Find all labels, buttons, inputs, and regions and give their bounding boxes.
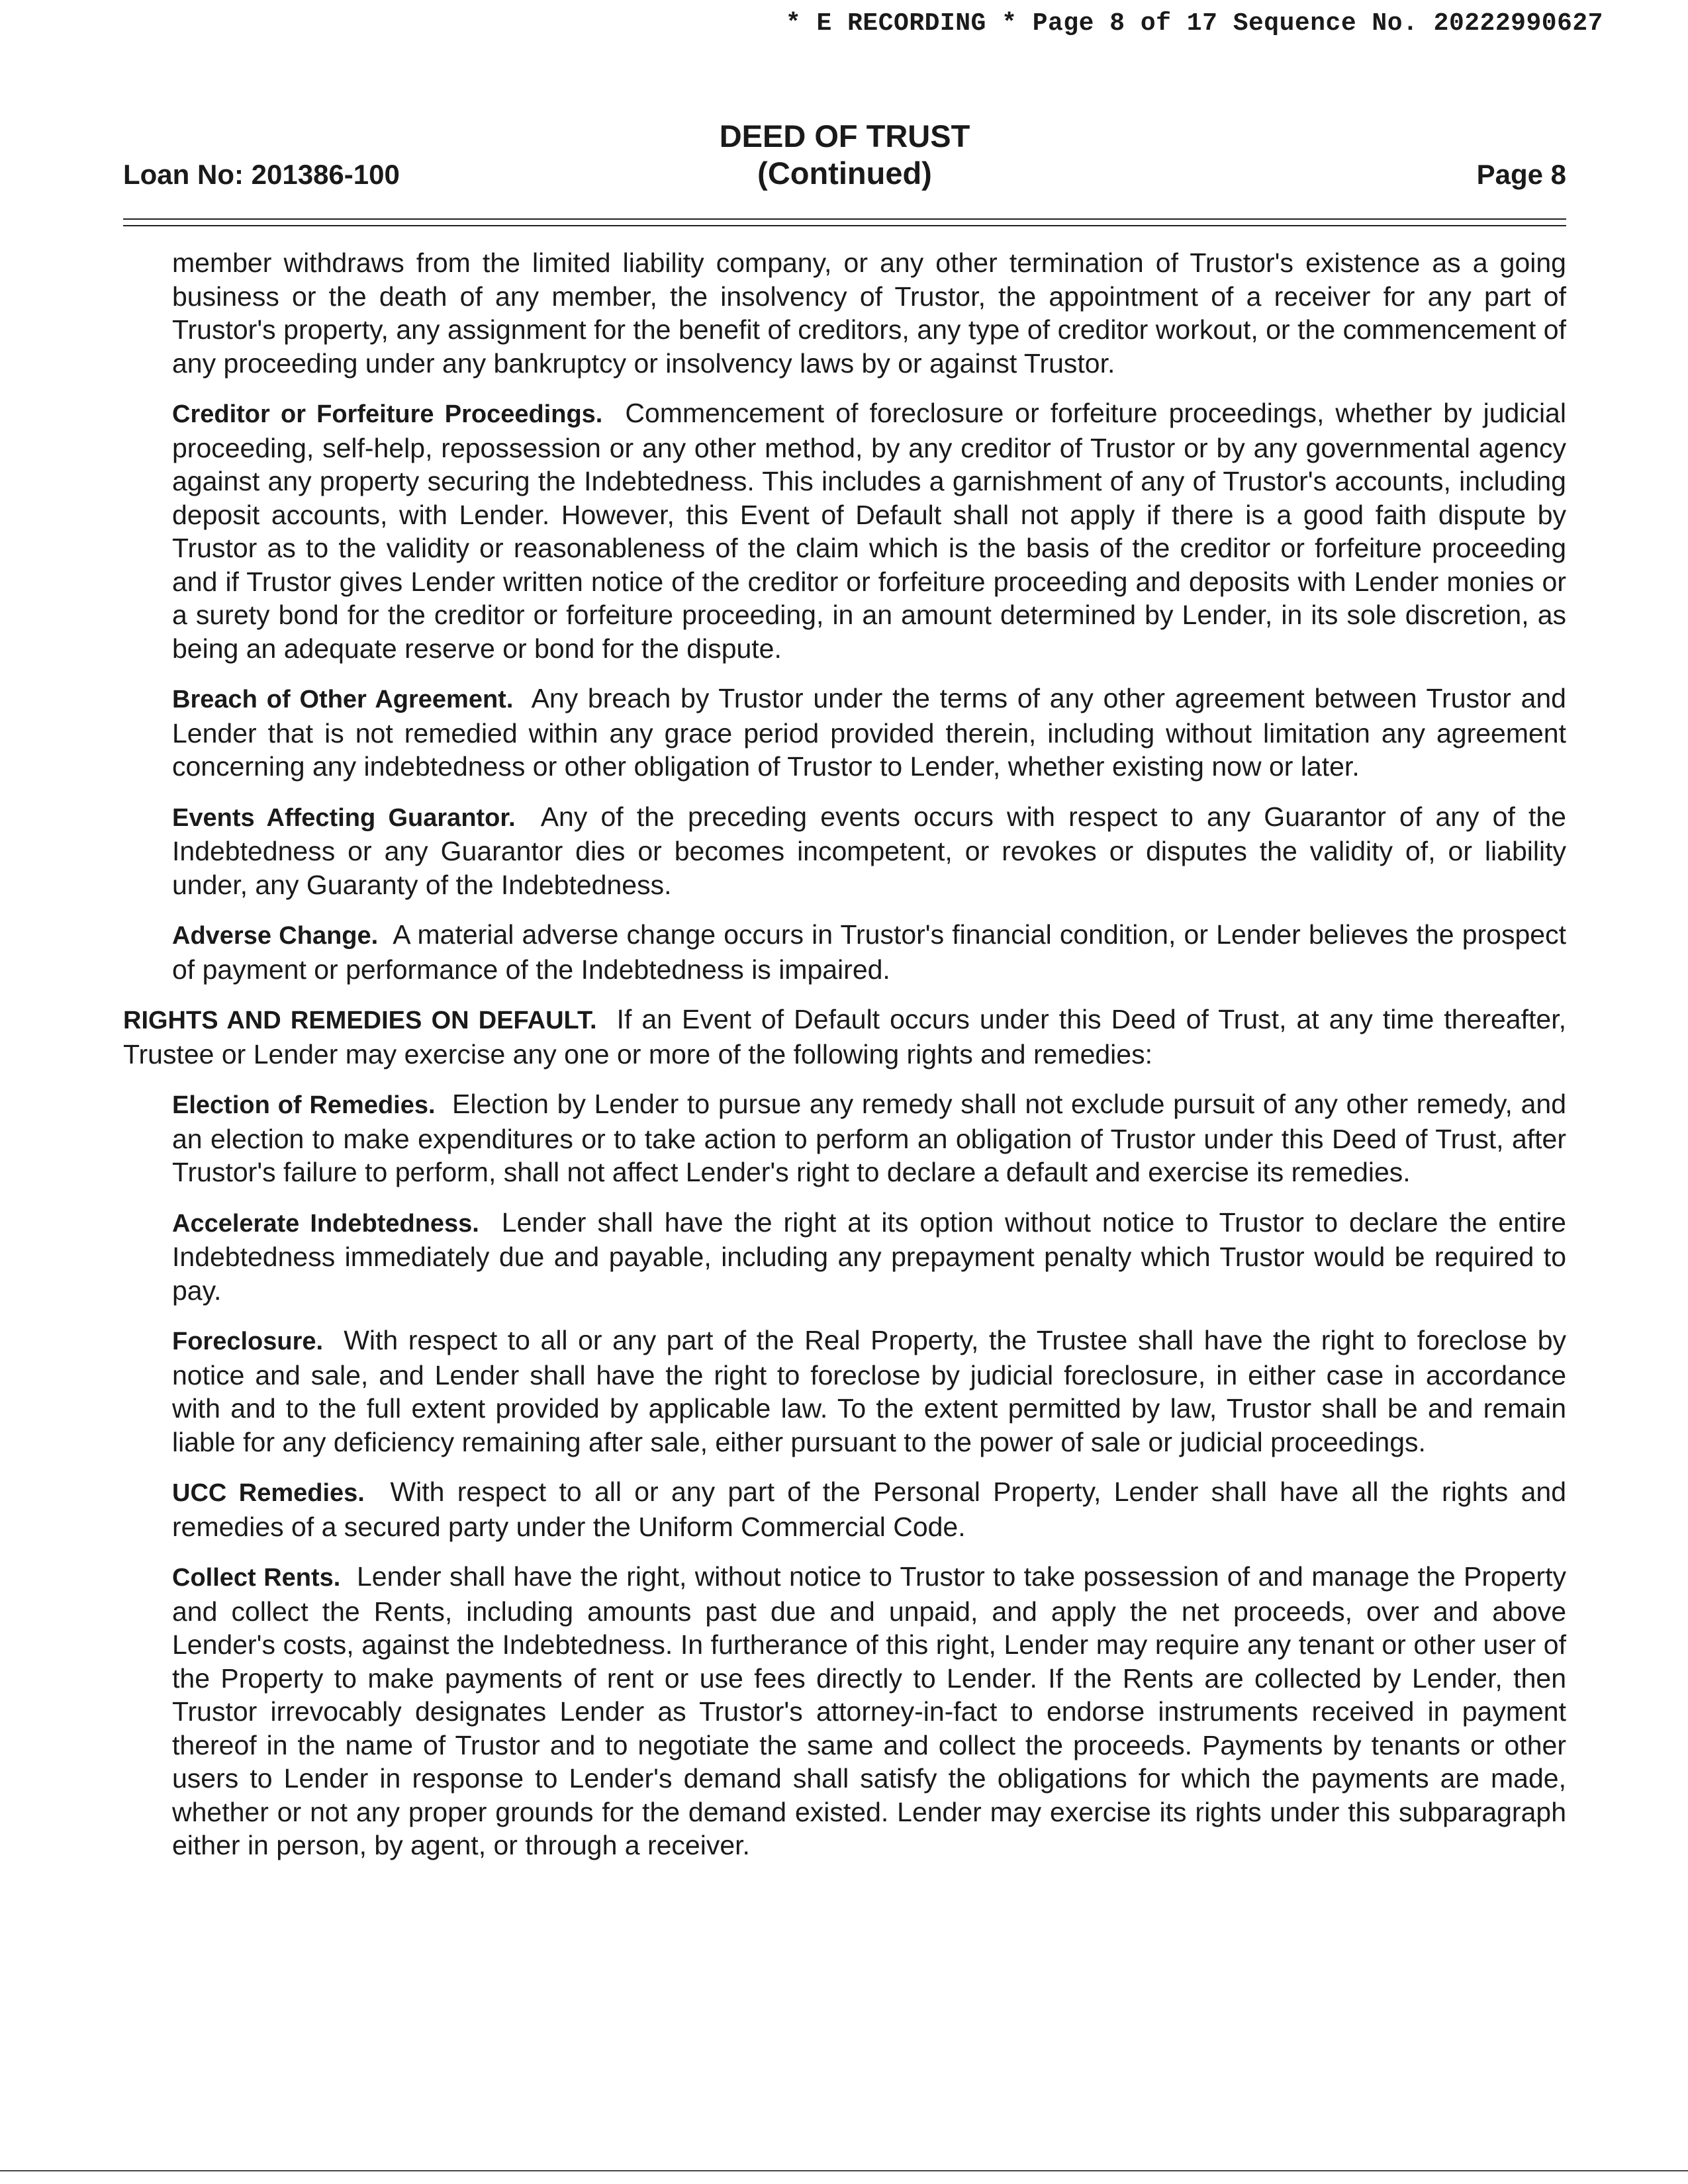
accelerate-heading: Accelerate Indebtedness. xyxy=(172,1209,479,1238)
continued-paragraph: member withdraws from the limited liability company, or any other termination of Trustor's existence as a going business or the death of any member, the insolvency of Trustor, the appointment of a receiver for any part of Trustor's property, any assignment for the benefit of creditors, any type of creditor workout, or the commencement of any proceeding under any bankruptcy or insolvency laws by or against Trustor. xyxy=(172,248,1566,379)
footer-rule xyxy=(0,2170,1688,2171)
collect-rents-paragraph xyxy=(172,1560,1566,1862)
guarantor-text: Any of the preceding events occurs with respect to any Guarantor of any of the Indebtedness or any Guarantor dies or becomes incompetent, or revokes or disputes the validity of, or liability under, any Guaranty of the Indebtedness. xyxy=(172,801,1566,900)
ucc-text: With respect to all or any part of the Personal Property, Lender shall have all the rights and remedies of a secured party under the Uniform Commercial Code. xyxy=(172,1477,1566,1542)
document-body xyxy=(123,246,1566,1879)
page-number: Page 8 xyxy=(1476,159,1566,190)
rights-remedies-paragraph xyxy=(123,1003,1566,1071)
title-line-1: DEED OF TRUST xyxy=(719,118,970,154)
election-heading: Election of Remedies. xyxy=(172,1091,436,1119)
adverse-change-heading: Adverse Change. xyxy=(172,922,379,950)
document-title xyxy=(123,118,1566,192)
election-text: Election by Lender to pursue any remedy shall not exclude pursuit of any other remedy, and an election to make expenditures or to take action to perform an obligation of Trustor under this Deed of Trust, after Trustor's failure to perform, shall not affect Lender's right to declare a default and exercise its remedies. xyxy=(172,1089,1566,1187)
accelerate-text: Lender shall have the right at its option without notice to Trustor to declare the entire Indebtedness immediately due and payable, including any prepayment penalty which Trustor would be required to pay. xyxy=(172,1206,1566,1306)
recording-stamp: * E RECORDING * Page 8 of 17 Sequence No. 20222990627 xyxy=(785,9,1603,38)
collect-rents-heading: Collect Rents. xyxy=(172,1564,341,1592)
foreclosure-text: With respect to all or any part of the Real Property, the Trustee shall have the right to foreclose by notice and sale, and Lender shall have the right to foreclose by judicial foreclosure, in either case in accordance with and to the full extent provided by applicable law. To the extent permitted by law, Trustor shall be and remain liable for any deficiency remaining after sale, either pursuant to the power of sale or judicial proceedings. xyxy=(172,1325,1566,1457)
ucc-heading: UCC Remedies. xyxy=(172,1479,365,1507)
adverse-change-paragraph xyxy=(172,918,1566,986)
rights-remedies-text: If an Event of Default occurs under this Deed of Trust, at any time thereafter, Trustee or Lender may exercise any one or more of the following rights and remedies: xyxy=(123,1004,1566,1069)
collect-rents-text: Lender shall have the right, without notice to Trustor to take possession of and manage the Property and collect the Rents, including amounts past due and unpaid, and apply the net proceeds, over and above Lender's costs, against the Indebtedness. In furtherance of this right, Lender may require any tenant or other user of the Property to make payments of rent or use fees directly to Lender. If the Rents are collected by Lender, then Trustor irrevocably designates Lender as Trustor's attorney-in-fact to endorse instruments received in payment thereof in the name of Trustor and to negotiate the same and collect the proceeds. Payments by tenants or other users to Lender in response to Lender's demand shall satisfy the obligations for which the payments are made, whether or not any proper grounds for the demand existed. Lender may exercise its rights under this subparagraph either in person, by agent, or through a receiver. xyxy=(172,1561,1566,1860)
creditor-proceedings-heading: Creditor or Forfeiture Proceedings. xyxy=(172,400,603,428)
breach-text: Any breach by Trustor under the terms of any other agreement between Trustor and Lender that is not remedied within any grace period provided therein, including without limitation any agreement concerning any indebtedness or other obligation of Trustor to Lender, whether existing now or later. xyxy=(172,683,1566,782)
breach-paragraph xyxy=(172,682,1566,784)
election-paragraph xyxy=(172,1087,1566,1189)
creditor-proceedings-paragraph xyxy=(172,396,1566,665)
guarantor-paragraph xyxy=(172,800,1566,902)
foreclosure-heading: Foreclosure. xyxy=(172,1328,324,1355)
document-header xyxy=(123,118,1566,191)
rights-remedies-heading: RIGHTS AND REMEDIES ON DEFAULT. xyxy=(123,1007,597,1034)
title-line-2: (Continued) xyxy=(757,156,932,191)
ucc-paragraph xyxy=(172,1475,1566,1543)
guarantor-heading: Events Affecting Guarantor. xyxy=(172,803,516,832)
header-rule-top xyxy=(123,218,1566,220)
adverse-change-text: A material adverse change occurs in Trustor's financial condition, or Lender believes the prospect of payment or performance of the Indebtedness is impaired. xyxy=(172,919,1566,985)
foreclosure-paragraph xyxy=(172,1324,1566,1459)
accelerate-paragraph xyxy=(172,1206,1566,1308)
loan-number: Loan No: 201386-100 xyxy=(123,159,400,190)
creditor-proceedings-text: Commencement of foreclosure or forfeiture proceedings, whether by judicial proceeding, self-help, repossession or any other method, by any creditor of Trustor or by any governmental agency against any property securing the Indebtedness. This includes a garnishment of any of Trustor's accounts, including deposit accounts, with Lender. However, this Event of Default shall not apply if there is a good faith dispute by Trustor as to the validity or reasonableness of the claim which is the basis of the creditor or forfeiture proceeding and if Trustor gives Lender written notice of the creditor or forfeiture proceeding and deposits with Lender monies or a surety bond for the creditor or forfeiture proceeding, in an amount determined by Lender, in its sole discretion, as being an adequate reserve or bond for the dispute. xyxy=(172,398,1566,664)
header-rule-bottom xyxy=(123,225,1566,226)
breach-heading: Breach of Other Agreement. xyxy=(172,686,514,713)
